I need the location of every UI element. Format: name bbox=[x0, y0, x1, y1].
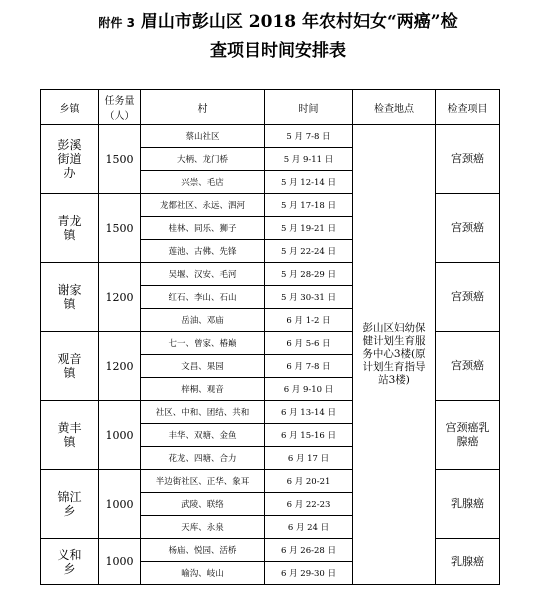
time-cell: 6 月 17 日 bbox=[265, 447, 353, 470]
town-cell bbox=[41, 125, 99, 194]
exam-item: 宫颈癌 bbox=[451, 359, 484, 372]
time-cell: 6 月 5-6 日 bbox=[265, 332, 353, 355]
exam-item: 宫颈癌 bbox=[451, 290, 484, 303]
village-cell: 蔡山社区 bbox=[141, 125, 265, 148]
exam-item-cell bbox=[436, 470, 500, 539]
task-count: 1000 bbox=[99, 539, 141, 585]
town-name: 义和乡 bbox=[57, 547, 82, 576]
location-text: 彭山区妇幼保健计划生育服务中心3楼(原计划生育指导站3楼) bbox=[362, 322, 426, 386]
exam-item-cell bbox=[436, 539, 500, 585]
exam-item-cell bbox=[436, 332, 500, 401]
village-cell: 红石、李山、石山 bbox=[141, 286, 265, 309]
header-task: 任务量（人） bbox=[99, 90, 141, 125]
task-count: 1500 bbox=[99, 125, 141, 194]
task-count: 1500 bbox=[99, 194, 141, 263]
time-cell: 5 月 17-18 日 bbox=[265, 194, 353, 217]
exam-item-cell bbox=[436, 194, 500, 263]
location-cell bbox=[353, 125, 436, 585]
time-cell: 6 月 1-2 日 bbox=[265, 309, 353, 332]
header-village: 村 bbox=[141, 90, 265, 125]
town-cell bbox=[41, 194, 99, 263]
time-cell: 6 月 24 日 bbox=[265, 516, 353, 539]
village-cell: 岳油、邓庙 bbox=[141, 309, 265, 332]
town-name: 观音镇 bbox=[57, 352, 82, 380]
task-count: 1000 bbox=[99, 401, 141, 470]
town-name: 锦江乡 bbox=[57, 490, 82, 518]
time-cell: 6 月 22-23 bbox=[265, 493, 353, 516]
time-cell: 5 月 22-24 日 bbox=[265, 240, 353, 263]
attachment-label: 附件 3 bbox=[98, 16, 135, 30]
village-cell: 丰华、双塘、金鱼 bbox=[141, 424, 265, 447]
table-row bbox=[41, 125, 500, 148]
exam-item: 乳腺癌 bbox=[451, 554, 484, 568]
exam-item-cell bbox=[436, 125, 500, 194]
village-cell: 花龙、四塘、合力 bbox=[141, 447, 265, 470]
village-cell: 莲池、古佛、先锋 bbox=[141, 240, 265, 263]
time-cell: 5 月 30-31 日 bbox=[265, 286, 353, 309]
time-cell: 5 月 19-21 日 bbox=[265, 217, 353, 240]
exam-item: 宫颈癌 bbox=[451, 152, 484, 165]
header-item: 检查项目 bbox=[436, 90, 500, 125]
village-cell: 兴崇、毛店 bbox=[141, 171, 265, 194]
village-cell: 杨庙、悦园、活桥 bbox=[141, 539, 265, 562]
village-cell: 吴堰、汉安、毛河 bbox=[141, 263, 265, 286]
time-cell: 6 月 29-30 日 bbox=[265, 562, 353, 585]
time-cell: 5 月 28-29 日 bbox=[265, 263, 353, 286]
town-name: 黄丰镇 bbox=[57, 421, 82, 449]
exam-item-cell bbox=[436, 263, 500, 332]
time-cell: 6 月 20-21 bbox=[265, 470, 353, 493]
title-line-2: 查项目时间安排表 bbox=[210, 41, 346, 61]
village-cell: 喻沟、岐山 bbox=[141, 562, 265, 585]
exam-item: 乳腺癌 bbox=[451, 497, 484, 510]
village-cell: 七一、曾家、椿巅 bbox=[141, 332, 265, 355]
header-town: 乡镇 bbox=[41, 90, 99, 125]
header-time: 时间 bbox=[265, 90, 353, 125]
village-cell: 桂林、同乐、狮子 bbox=[141, 217, 265, 240]
village-cell: 梓桐、观音 bbox=[141, 378, 265, 401]
task-count: 1200 bbox=[99, 263, 141, 332]
schedule-table bbox=[40, 89, 500, 585]
header-row bbox=[41, 90, 500, 125]
time-cell: 5 月 12-14 日 bbox=[265, 171, 353, 194]
village-cell: 半边街社区、正华、象耳 bbox=[141, 470, 265, 493]
village-cell: 天库、永泉 bbox=[141, 516, 265, 539]
village-cell: 文昌、果园 bbox=[141, 355, 265, 378]
town-name: 彭溪街道办 bbox=[57, 138, 82, 180]
title-line-1: 眉山市彭山区 2018 年农村妇女“两癌”检 bbox=[140, 12, 458, 32]
village-cell: 龙都社区、永远、泗河 bbox=[141, 194, 265, 217]
town-cell bbox=[41, 470, 99, 539]
village-cell: 武陵、联络 bbox=[141, 493, 265, 516]
exam-item: 宫颈癌 bbox=[451, 221, 484, 234]
town-cell bbox=[41, 332, 99, 401]
village-cell: 大柄、龙门桥 bbox=[141, 148, 265, 171]
time-cell: 5 月 9-11 日 bbox=[265, 148, 353, 171]
time-cell: 5 月 7-8 日 bbox=[265, 125, 353, 148]
exam-item: 宫颈癌乳腺癌 bbox=[445, 421, 490, 448]
time-cell: 6 月 26-28 日 bbox=[265, 539, 353, 562]
header-location: 检查地点 bbox=[353, 90, 436, 125]
task-count: 1000 bbox=[99, 470, 141, 539]
time-cell: 6 月 13-14 日 bbox=[265, 401, 353, 424]
town-name: 谢家镇 bbox=[57, 283, 82, 311]
town-cell bbox=[41, 539, 99, 585]
time-cell: 6 月 9-10 日 bbox=[265, 378, 353, 401]
town-name: 青龙镇 bbox=[57, 214, 82, 242]
town-cell bbox=[41, 401, 99, 470]
document-title bbox=[0, 8, 556, 65]
time-cell: 6 月 15-16 日 bbox=[265, 424, 353, 447]
village-cell: 社区、中和、团结、共和 bbox=[141, 401, 265, 424]
task-count: 1200 bbox=[99, 332, 141, 401]
exam-item-cell bbox=[436, 401, 500, 470]
town-cell bbox=[41, 263, 99, 332]
time-cell: 6 月 7-8 日 bbox=[265, 355, 353, 378]
